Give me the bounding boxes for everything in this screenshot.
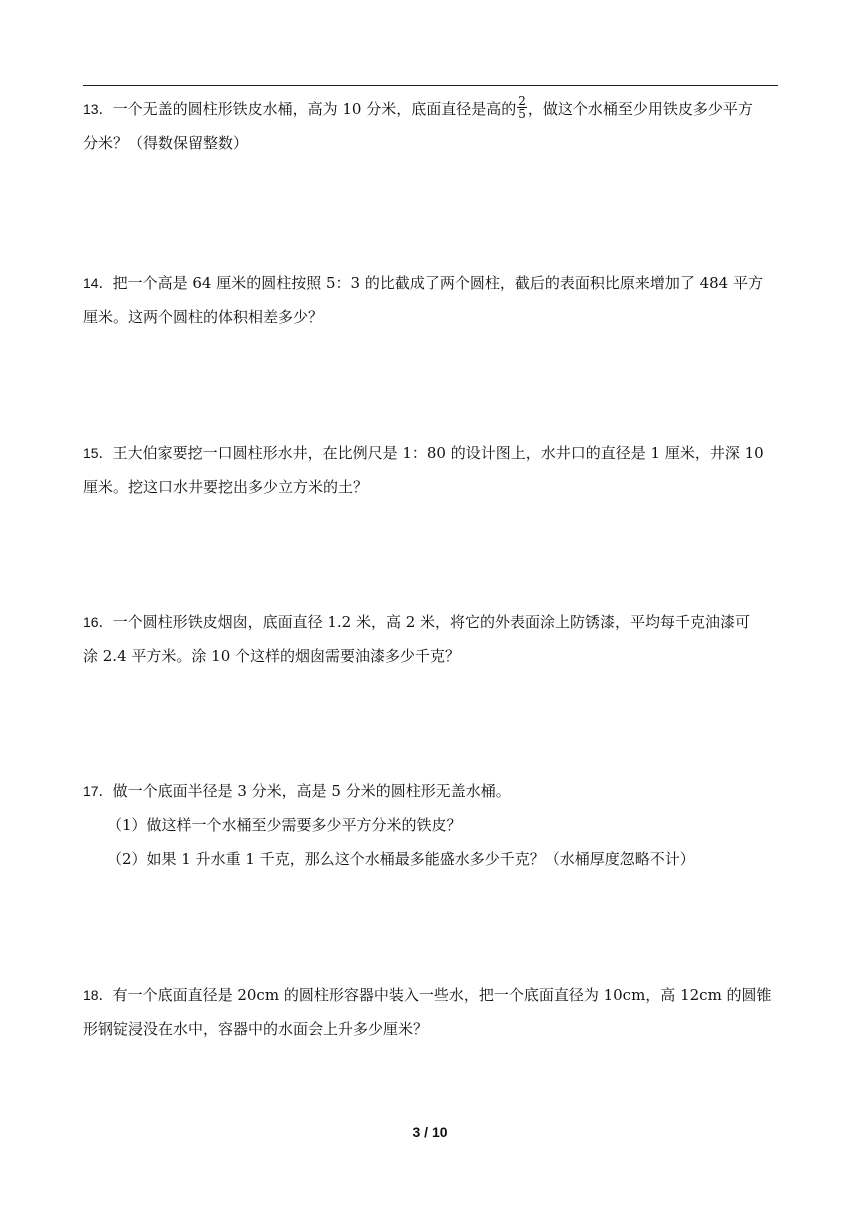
question-18-line-1 [83,978,780,1012]
question-16-line-1 [83,605,780,639]
question-text: 一个无盖的圆柱形铁皮水桶，高为 10 分米，底面直径是高的 [112,100,517,118]
question-15-line-1 [83,436,780,470]
question-number: 15． [83,445,113,461]
question-number: 14． [83,275,113,291]
question-15-line-2: 厘米。挖这口水井要挖出多少立方米的土？ [83,478,369,496]
page-number: 3 / 10 [412,1124,448,1140]
question-number: 13． [83,101,113,117]
question-17-sub-2: （2）如果 1 升水重 1 千克，那么这个水桶最多能盛水多少千克？（水桶厚度忽略不计） [107,850,695,868]
question-16 [83,605,780,673]
question-number: 16． [83,614,113,630]
question-15 [83,436,780,504]
question-13-line-2: 分米？（得数保留整数） [83,134,249,152]
question-17 [83,774,780,876]
question-text: 王大伯家要挖一口圆柱形水井，在比例尺是 1：80 的设计图上，水井口的直径是 1 厘米，井深 10 [112,444,764,462]
question-text: 做一个底面半径是 3 分米，高是 5 分米的圆柱形无盖水桶。 [112,782,511,800]
question-18 [83,978,780,1046]
header-rule [83,85,778,86]
question-number: 18． [83,987,113,1003]
question-14-line-1 [83,266,780,300]
question-text: 一个圆柱形铁皮烟囱，底面直径 1.2 米，高 2 米，将它的外表面涂上防锈漆，平均每千克油漆可 [112,613,751,631]
fraction-numerator: 2 [518,93,526,108]
question-13 [83,92,780,160]
fraction-denominator: 5 [518,106,526,121]
question-text: 有一个底面直径是 20cm 的圆柱形容器中装入一些水，把一个底面直径为 10cm，高 12cm 的圆锥 [112,986,772,1004]
question-17-line-1 [83,774,780,808]
question-text: ，做这个水桶至少用铁皮多少平方 [527,100,753,118]
question-16-line-2: 涂 2.4 平方米。涂 10 个这样的烟囱需要油漆多少千克？ [83,647,461,665]
question-14 [83,266,780,334]
question-18-line-2: 形钢锭浸没在水中，容器中的水面会上升多少厘米？ [83,1020,429,1038]
question-text: 把一个高是 64 厘米的圆柱按照 5：3 的比截成了两个圆柱，截后的表面积比原来增加了 484 平方 [112,274,763,292]
fraction [517,95,527,120]
question-17-sub-1: （1）做这样一个水桶至少需要多少平方分米的铁皮？ [107,816,462,834]
question-13-line-1 [83,92,780,126]
question-14-line-2: 厘米。这两个圆柱的体积相差多少？ [83,308,324,326]
question-number: 17． [83,783,113,799]
